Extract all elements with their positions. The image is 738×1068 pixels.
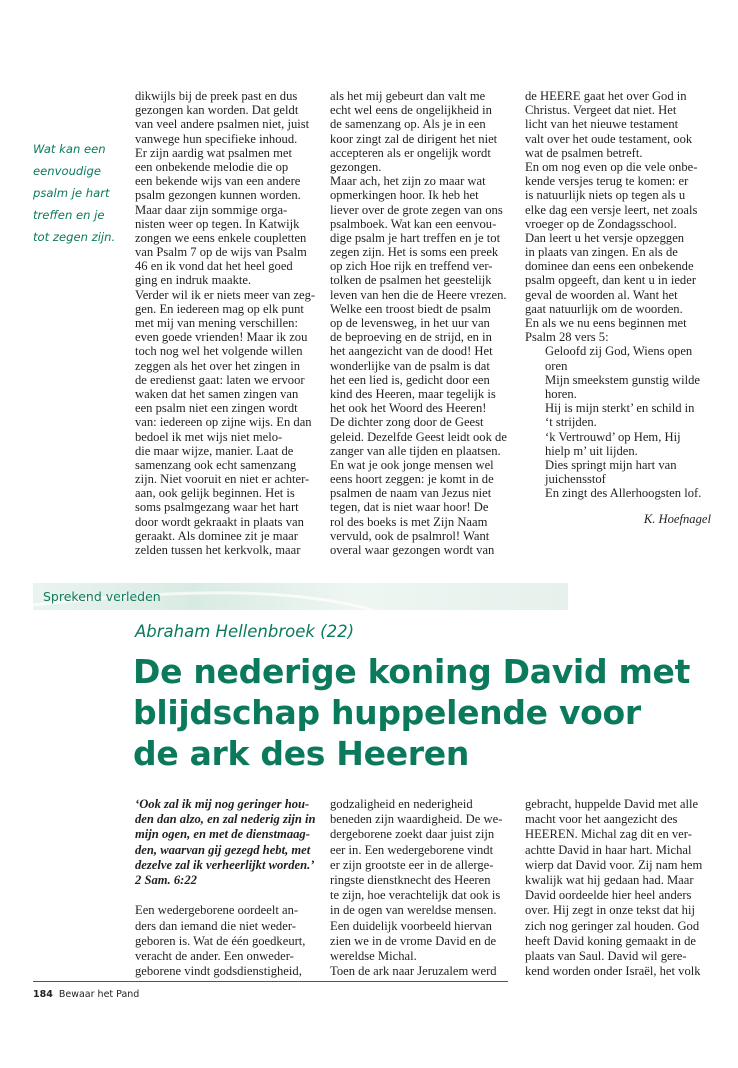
text-line: als het mij gebeurt dan valt me xyxy=(330,89,486,103)
text-line: horen. xyxy=(545,386,577,401)
text-line: Geloofd zij God, Wiens open xyxy=(545,344,693,359)
text-line: een psalm niet een zingen wordt xyxy=(135,401,298,416)
text-line: heeft David koning gemaakt in de xyxy=(525,933,697,948)
text-line: tegen, dat is niet waar hoor! De xyxy=(330,500,489,515)
text-line: Verder wil ik er niets meer van zeg- xyxy=(135,287,316,302)
text-line: den, waarvan gij gezegd hebt, met xyxy=(135,842,311,857)
text-line: gen. En iedereen mag op elk punt xyxy=(135,301,304,316)
text-line: bedoel ik met wijs niet melo- xyxy=(135,429,283,444)
text-line: achtte David in haar hart. Michal xyxy=(525,842,692,857)
text-line: dominee dan eens een onbekende xyxy=(525,259,694,274)
text-line: kind des Heeren, maar tegelijk is xyxy=(330,386,496,401)
text-line: te zijn, hoe verachtelijk dat ook is xyxy=(330,888,501,903)
text-line: geboren is. Wat de één goedkeurt, xyxy=(135,933,306,948)
article-author: Abraham Hellenbroek (22) xyxy=(135,622,355,641)
text-line: accepteren als er ongelijk wordt xyxy=(330,145,491,160)
text-line: samenzang ook echt samenzang xyxy=(135,457,297,472)
text-line: in de ogen van wereldse mensen. xyxy=(330,903,497,918)
text-line: over. Hij zegt in onze tekst dat hij xyxy=(525,903,695,918)
text-line: Er zijn aardig wat psalmen met xyxy=(135,145,293,160)
top-column-3 xyxy=(525,89,725,527)
text-line: oren xyxy=(545,358,568,373)
text-line: beneden zijn waardigheid. De we- xyxy=(330,812,503,827)
text-line: geval de woorden al. Want het xyxy=(525,287,678,302)
text-line: ringste dienstknecht des Heeren xyxy=(330,872,491,887)
text-line: Hij is mijn sterkt’ en schild in xyxy=(545,401,695,416)
text-line: gezongen kan worden. Dat geldt xyxy=(135,103,299,118)
text-line: HEEREN. Michal zag dit en ver- xyxy=(525,827,692,842)
top-column-2 xyxy=(330,89,520,557)
text-line: gezongen. xyxy=(330,159,382,174)
text-line: psalmboek. Wat kan een eenvou- xyxy=(330,216,497,231)
text-line: Maar ach, het zijn zo maar wat xyxy=(330,174,486,189)
text-line: wonderlijke van de psalm is dat xyxy=(330,358,490,373)
text-line: tolken de psalmen het geestelijk xyxy=(330,273,492,288)
text-line: de samenzang op. Als je in een xyxy=(330,117,486,132)
text-line: een onbekende melodie die op xyxy=(135,159,289,174)
text-line: En om nog even op die vele onbe- xyxy=(525,159,698,174)
text-line: vervuld, ook de psalmrol! Want xyxy=(330,528,490,543)
text-line: En als we nu eens beginnen met xyxy=(525,316,687,330)
text-line: geraakt. Als dominee zit je maar xyxy=(135,528,298,543)
text-line: zich nog geringer zal houden. God xyxy=(525,918,700,933)
text-line: Mijn smeekstem gunstig wilde xyxy=(545,372,700,387)
text-line: Toen de ark naar Jeruzalem werd xyxy=(330,964,497,979)
article-column-3 xyxy=(525,797,725,979)
text-line: kwalijk wat hij gedaan had. Maar xyxy=(525,872,694,887)
psalm-verse xyxy=(525,344,725,500)
text-line: Een wedergeborene oordeelt an- xyxy=(135,903,299,918)
text-line: licht van het nieuwe testament xyxy=(525,117,679,132)
text-line: hielp m’ uit lijden. xyxy=(545,443,638,458)
text-line: Christus. Vergeet dat niet. Het xyxy=(525,103,677,118)
publication-name: Bewaar het Pand xyxy=(58,989,140,1000)
page-footer xyxy=(33,989,139,1000)
text-line: de eredienst gaat: laten we ervoor xyxy=(135,372,305,387)
text-line: Wat kan een xyxy=(33,142,106,156)
text-line: op zich Hoe rijk en treffend ver- xyxy=(330,259,493,274)
text-line: de HEERE gaat het over God in xyxy=(525,89,687,103)
text-line: dezelve zal ik verheerlijkt worden.’ xyxy=(135,857,315,872)
text-line: er zijn grootste eer in de allerge- xyxy=(330,857,494,872)
article-column-2 xyxy=(330,797,520,979)
text-line: soms psalmgezang waar het hart xyxy=(135,500,299,515)
text-line: valt over het oude testament, ook xyxy=(525,131,693,146)
text-line: aan, ook gelijk beginnen. Het is xyxy=(135,486,295,501)
text-line: plaats van Saul. David wil gere- xyxy=(525,948,687,963)
text-line: dergeborene zoekt daar juist zijn xyxy=(330,827,495,842)
text-line: dikwijls bij de preek past en dus xyxy=(135,89,298,103)
text-line: eens hoort zeggen: je komt in de xyxy=(330,472,494,487)
text-line: psalm gezongen kunnen worden. xyxy=(135,188,301,203)
text-line: psalm opgeeft, dan kent u in ieder xyxy=(525,273,697,288)
text-line: Welke een troost biedt de psalm xyxy=(330,301,491,316)
text-line: wat de psalmen betreft. xyxy=(525,145,643,160)
text-line: zanger van alle tijden en plaatsen. xyxy=(330,443,501,458)
footer-rule xyxy=(33,981,508,982)
text-line: En wat je ook jonge mensen wel xyxy=(330,457,494,472)
author-signature: K. Hoefnagel xyxy=(643,512,711,527)
text-line: echt wel eens de ongelijkheid in xyxy=(330,103,492,118)
section-banner xyxy=(33,583,568,610)
text-line: ging en indruk maakte. xyxy=(135,273,252,288)
text-line: ‘Ook zal ik mij nog geringer hou- xyxy=(135,797,310,811)
text-line: toch nog wel het volgende willen xyxy=(135,344,303,359)
text-line: geleid. Dezelfde Geest leidt ook de xyxy=(330,429,507,444)
text-line: blijdschap huppelende voor xyxy=(133,693,641,732)
text-line: een bekende wijs van een andere xyxy=(135,174,301,189)
top-column-1 xyxy=(135,89,325,557)
text-line: door wordt gekraakt in plaats van xyxy=(135,514,304,529)
text-line: zongen we eens enkele coupletten xyxy=(135,230,307,245)
text-line: in plaats van zingen. En als de xyxy=(525,245,678,260)
text-line: Psalm 28 vers 5: xyxy=(525,330,609,345)
text-line: En zingt des Allerhoogsten lof. xyxy=(545,486,702,501)
text-line: vanwege hun specifieke inhoud. xyxy=(135,131,298,146)
column-3-text xyxy=(525,89,725,344)
text-line: de beproeving en de strijd, en in xyxy=(330,330,492,345)
text-line: kend worden onder Israël, het volk xyxy=(525,964,701,979)
text-line: eer in. Een wedergeborene vindt xyxy=(330,842,494,857)
text-line: De nederige koning David met xyxy=(133,652,691,691)
text-line: gaat natuurlijk om de woorden. xyxy=(525,301,683,316)
text-line: zeggen als het over het zingen in xyxy=(135,358,301,373)
text-line: dige psalm je hart treffen en je tot xyxy=(330,230,501,245)
text-line: zien we in de vrome David en de xyxy=(330,933,497,948)
article-title xyxy=(133,651,733,774)
text-line: Dan leert u het versje opzeggen xyxy=(525,230,685,245)
section-label: Sprekend verleden xyxy=(43,589,161,604)
text-line: het aangezicht van de dood! Het xyxy=(330,344,493,359)
text-line: elke dag een versje leert, net zoals xyxy=(525,202,698,217)
text-line: wereldse Michal. xyxy=(330,948,417,963)
text-line: Dies springt mijn hart van xyxy=(545,457,677,472)
text-line: vroeger op de Zondagsschool. xyxy=(525,216,677,231)
column-1-text xyxy=(135,903,325,979)
text-line: psalmen de naam van Jezus niet xyxy=(330,486,492,501)
text-line: eenvoudige xyxy=(33,164,101,178)
text-line: veracht de ander. Een onweder- xyxy=(135,948,294,963)
text-line: godzaligheid en nederigheid xyxy=(330,797,473,811)
text-line: met mij van mening verschillen: xyxy=(135,316,298,330)
text-line: ‘k Vertrouwd’ op Hem, Hij xyxy=(545,429,681,444)
text-line: waken dat het samen zingen van xyxy=(135,386,299,401)
text-line: psalm je hart xyxy=(33,186,110,200)
text-line: De dichter zong door de Geest xyxy=(330,415,484,430)
text-line: opmerkingen hoor. Ik heb het xyxy=(330,188,479,203)
text-line: zelden tussen het kerkvolk, maar xyxy=(135,543,301,557)
text-line: is natuurlijk niets op tegen als u xyxy=(525,188,686,203)
text-line: die maar wijze, manier. Laat de xyxy=(135,443,294,458)
text-line: de ark des Heeren xyxy=(133,734,470,773)
text-line: zegen zijn. Het is soms een preek xyxy=(330,245,499,260)
text-line: het ook het Woord des Heeren! xyxy=(330,401,487,416)
bible-quote xyxy=(135,797,325,888)
text-line: van: iedereen op zijne wijs. En dan xyxy=(135,415,312,430)
text-line: wierp dat David voor. Zij nam hem xyxy=(525,857,703,872)
article-column-1 xyxy=(135,797,325,979)
text-line: ‘t strijden. xyxy=(545,415,597,430)
pull-quote xyxy=(33,138,115,248)
text-line: David oordeelde hier heel anders xyxy=(525,888,692,903)
text-line: gebracht, huppelde David met alle xyxy=(525,797,699,811)
text-line: rol des boeks is met Zijn Naam xyxy=(330,514,488,529)
text-line: macht voor het aangezicht des xyxy=(525,812,678,827)
text-line: mijn ogen, en met de dienstmaag- xyxy=(135,827,310,842)
text-line: 46 en ik vond dat het heel goed xyxy=(135,259,293,274)
text-line: juichensstof xyxy=(545,472,606,487)
text-line: van veel andere psalmen niet, juist xyxy=(135,117,310,132)
text-line: tot zegen zijn. xyxy=(33,230,116,244)
text-line: leven van hen die de Heere vrezen. xyxy=(330,287,507,302)
text-line: zijn. Niet vooruit en niet er achter- xyxy=(135,472,310,487)
page-number: 184 xyxy=(33,989,53,1000)
text-line: het een lied is, gedicht door een xyxy=(330,372,490,387)
text-line: van Psalm 7 op de wijs van Psalm xyxy=(135,245,307,260)
text-line: geborene vindt godsdienstigheid, xyxy=(135,964,302,979)
text-line: nisten weer op tegen. In Katwijk xyxy=(135,216,300,231)
text-line: Maar daar zijn sommige orga- xyxy=(135,202,288,217)
text-line: liever over de grote zegen van ons xyxy=(330,202,503,217)
text-line: 2 Sam. 6:22 xyxy=(135,872,197,887)
text-line: koor zingt zal de dirigent het niet xyxy=(330,131,498,146)
text-line: Een duidelijk voorbeeld hiervan xyxy=(330,918,492,933)
text-line: treffen en je xyxy=(33,208,105,222)
text-line: ders dan iemand die niet weder- xyxy=(135,918,296,933)
text-line: even goede vrienden! Maar ik zou xyxy=(135,330,308,345)
text-line: op de levensweg, in het uur van xyxy=(330,316,490,330)
text-line: overal waar gezongen wordt van xyxy=(330,543,495,557)
text-line: den dan alzo, en zal nederig zijn in xyxy=(135,812,316,827)
text-line: kende versjes terug te komen: er xyxy=(525,174,689,189)
